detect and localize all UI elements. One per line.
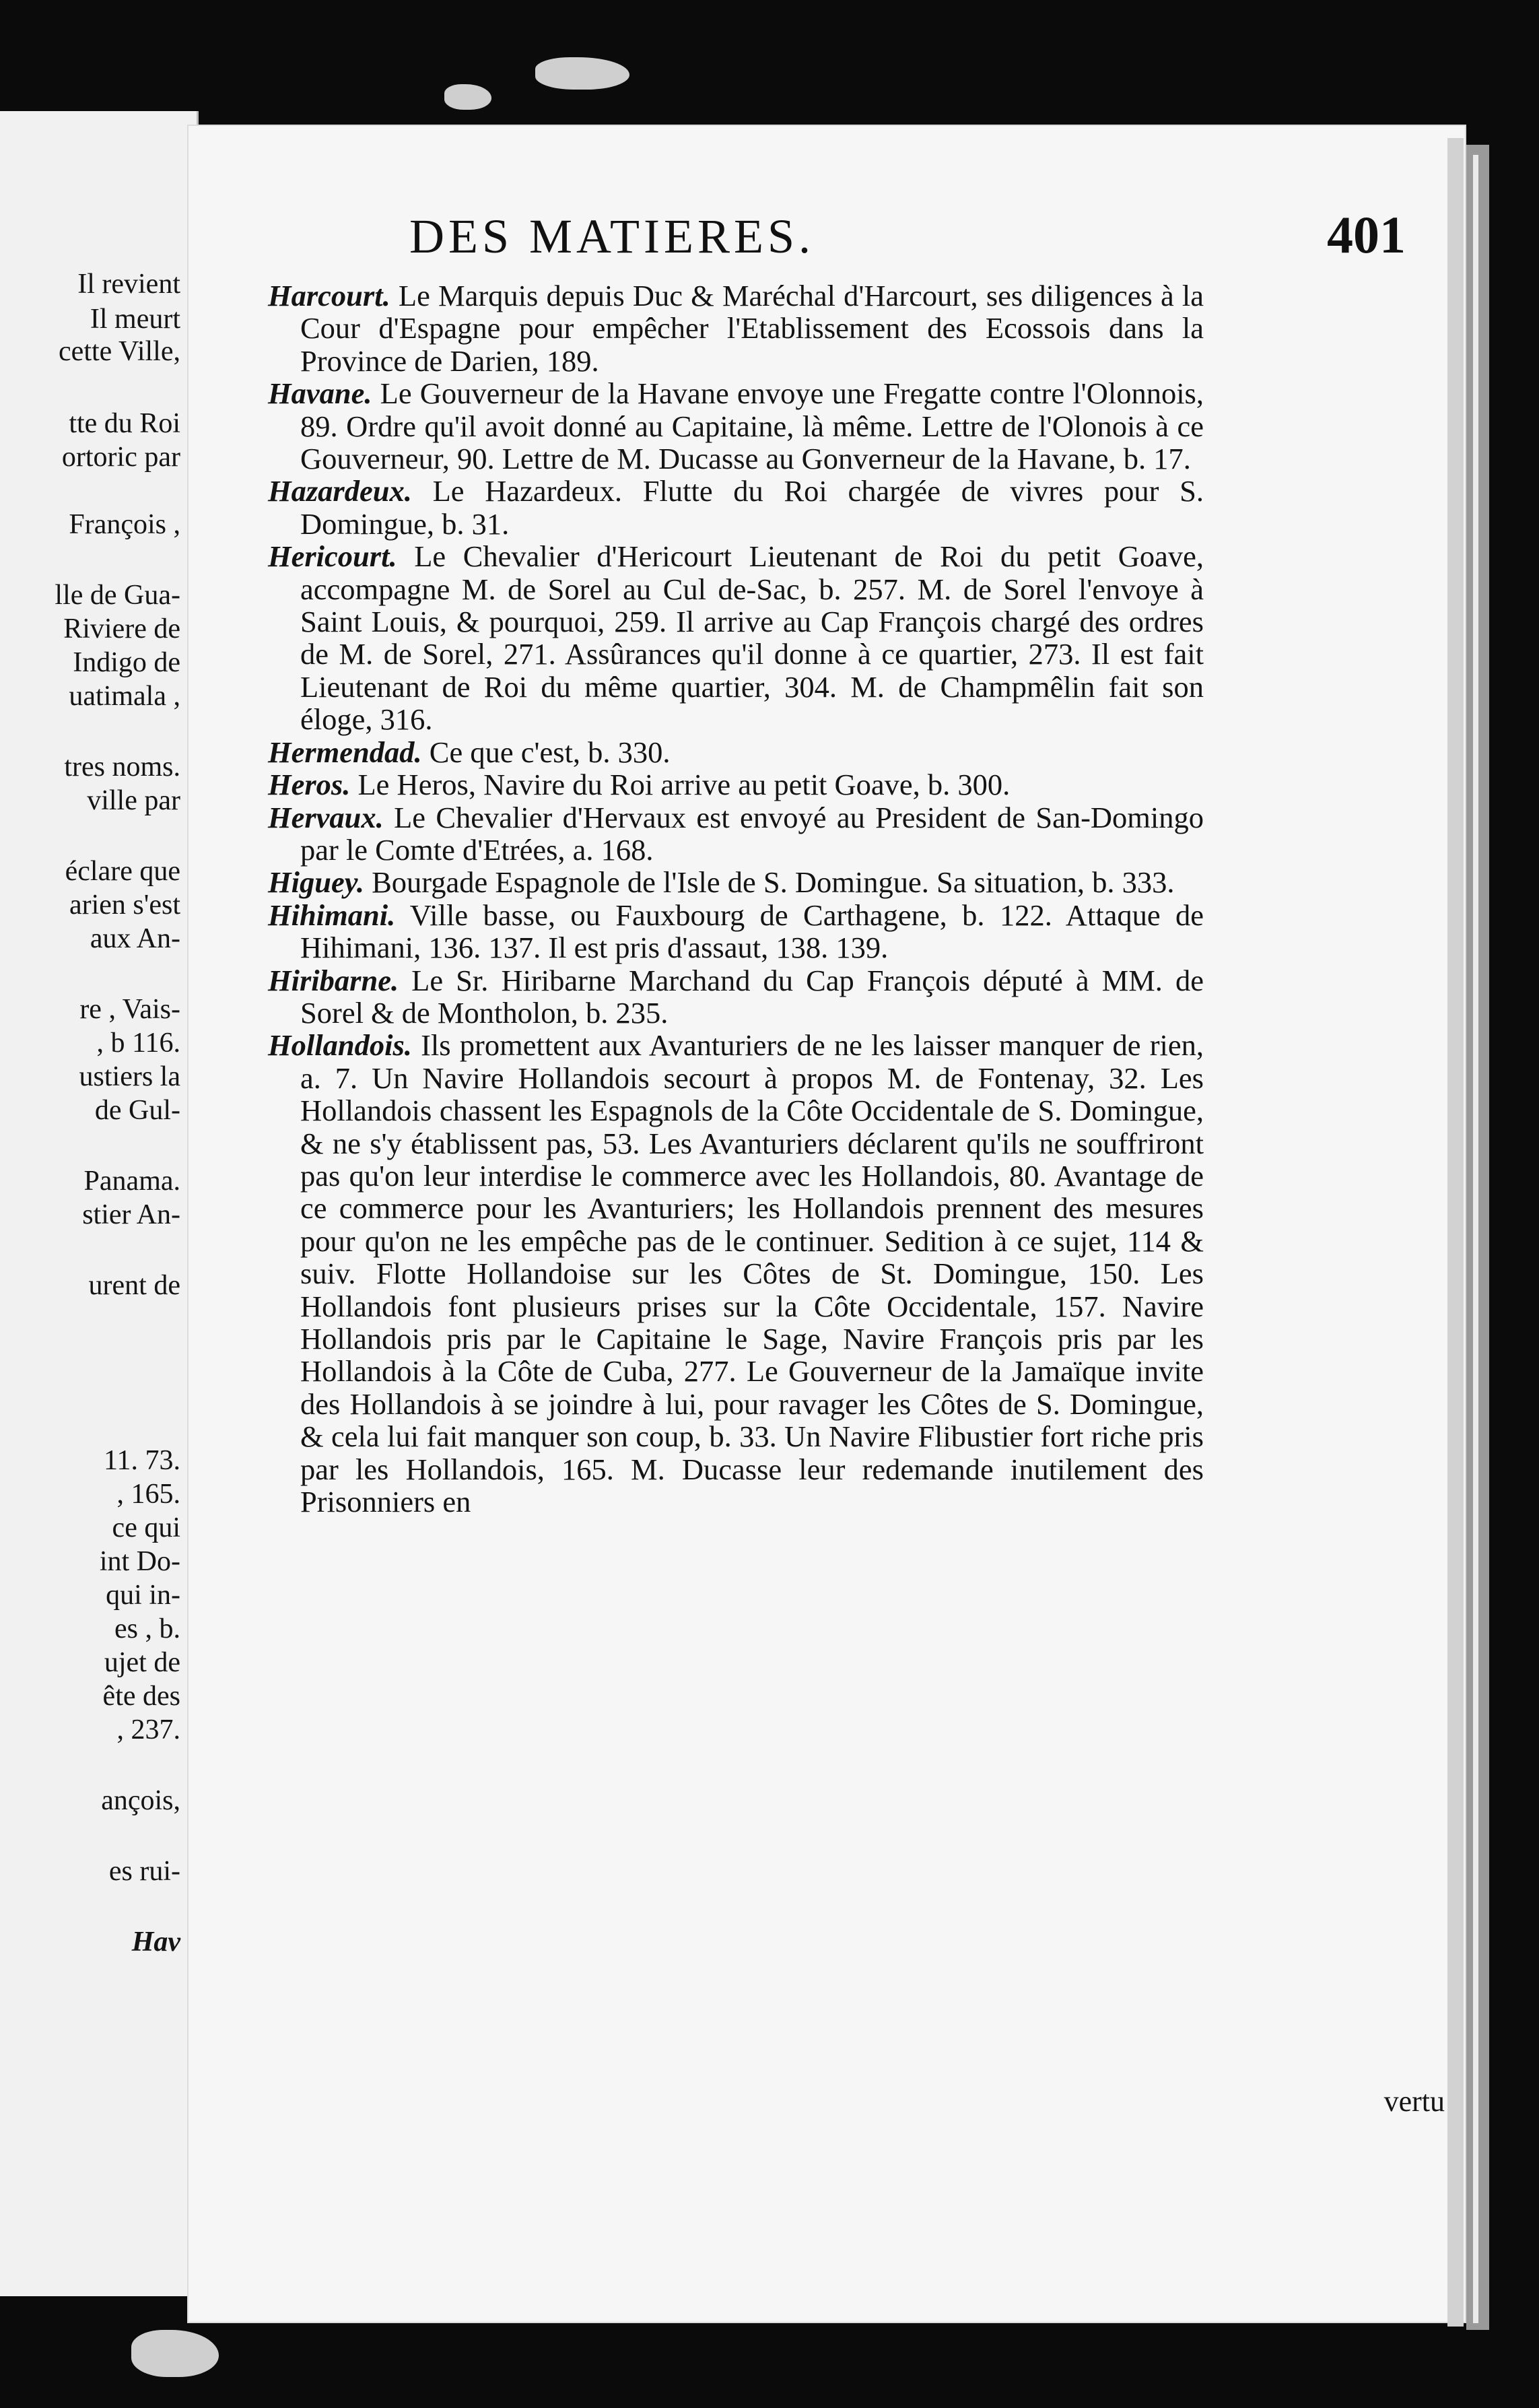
entry-headword: Higuey. [268,865,364,900]
index-entry [268,475,1204,540]
facing-line: arien s'est [69,890,180,921]
facing-line: lle de Gua- [55,580,180,611]
facing-line: , b 116. [96,1028,180,1059]
entry-text: Bourgade Espagnole de l'Isle de S. Domingue. Sa situation, b. 333. [364,865,1175,900]
facing-line: stier An- [82,1199,180,1230]
facing-line: ville par [87,785,180,816]
entry-headword: Hollandois. [268,1028,412,1063]
entry-text: Le Heros, Navire du Roi arrive au petit Goave, b. 300. [350,768,1011,802]
facing-line: es , b. [114,1613,180,1644]
entry-text: Le Hazardeux. Flutte du Roi chargée de vivres pour S. Domingue, b. 31. [300,474,1204,541]
entry-text: Ce que c'est, b. 330. [421,735,671,769]
facing-line: ançois, [101,1785,180,1816]
index-entry [268,279,1204,377]
index-entry [268,964,1204,1030]
page-edge [1473,155,1478,2323]
facing-line: Il revient [77,269,180,300]
facing-line: qui in- [106,1580,180,1611]
facing-line: es rui- [108,1856,180,1887]
entry-headword: Hervaux. [268,800,384,834]
entry-text: Le Chevalier d'Hervaux est envoyé au President de San-Domingo par le Comte d'Etrées, a. 168. [300,800,1204,867]
facing-line: ortoric par [61,442,180,473]
index-entry [268,866,1204,898]
index-entry [268,377,1204,475]
index-entry [268,899,1204,964]
facing-line: de Gul- [94,1095,180,1126]
entry-headword: Hazardeux. [268,474,412,508]
facing-page [0,111,199,2296]
facing-line: François , [69,509,180,540]
facing-line: urent de [88,1270,180,1301]
facing-line: Il meurt [90,304,180,335]
facing-line: 11. 73. [104,1445,180,1476]
index-entry [268,768,1204,801]
entry-text: Le Sr. Hiribarne Marchand du Cap François député à MM. de Sorel & de Montholon, b. 235. [300,963,1204,1030]
entry-headword: Harcourt. [268,279,390,312]
running-head [409,205,1406,290]
entry-text: Le Chevalier d'Hericourt Lieutenant de Roi du petit Goave, accompagne M. de Sorel au Cul de-Sac, b. 257. M. de Sorel l'envoye à Saint Louis, & pourquoi, 259. Il arrive au Cap François chargé des ordres de M. de Sorel, 271. Assûrances qu'il donne à ce quartier, 273. Il est fait Lieutenant de Roi du même quartier, 304. M. de Champmêlin fait son éloge, 316. [300,539,1204,737]
facing-line: re , Vais- [79,994,180,1025]
facing-line: Panama. [83,1166,180,1197]
facing-line: tte du Roi [69,408,180,439]
index-entry [268,736,1204,768]
index-entry [268,540,1204,735]
entry-headword: Hihimani. [268,898,396,932]
page-edge [1447,138,1464,2327]
facing-line: Riviere de [63,613,180,644]
facing-line: ce qui [112,1512,180,1543]
entry-text: Ville basse, ou Fauxbourg de Carthagene, b. 122. Attaque de Hihimani, 136. 137. Il est pris d'assaut, 138. 139. [300,898,1204,965]
entry-headword: Hiribarne. [268,963,399,997]
facing-line: int Do- [99,1546,180,1577]
facing-line: cette Ville, [59,336,180,367]
facing-line: aux An- [90,923,180,954]
facing-line: ête des [102,1681,180,1712]
entry-text: Ils promettent aux Avanturiers de ne les laisser manquer de rien, a. 7. Un Navire Hollandois secourt à propos M. de Fontenay, 32. Les Hollandois chassent les Espagnols de la Côte Occidentale de S. Domingue, & ne s'y établissent pas, 53. Les Avanturiers déclarent qu'ils ne souffriront pas qu'on leur interdise le commerce avec les Hollandois, 80. Avantage de ce commerce pour les Avanturiers; les Hollandois prennent des mesures pour qu'on ne les empêche pas de le continuer. Sedition à ce sujet, 114 & suiv. Flotte Hollandoise sur les Côtes de St. Domingue, 150. Les Hollandois font plusieurs prises sur la Côte Occidentale, 157. Navire Hollandois pris par le Capitaine le Sage, Navire François pris par les Hollandois à la Côte de Cuba, 277. Le Gouverneur de la Jamaïque invite des Hollandois à se joindre à lui, pour ravager les Côtes de S. Domingue, & cela lui fait manquer son coup, b. 33. Un Navire Flibustier fort riche pris par les Hollandois, 165. M. Ducasse leur redemande inutilement des Prisonniers en [300,1028,1204,1519]
facing-line: éclare que [65,856,180,887]
facing-catchword: Hav [131,1927,180,1958]
facing-line: Indigo de [73,647,180,678]
facing-line: , 237. [116,1714,180,1745]
index-entries [268,279,1204,1518]
running-head-title: DES MATIERES. [409,209,815,263]
entry-text: Le Gouverneur de la Havane envoye une Fregatte contre l'Olonnois, 89. Ordre qu'il avoit donné au Capitaine, là même. Lettre de l'Olonois à ce Gouverneur, 90. Lettre de M. Ducasse au Gonverneur de la Havane, b. 17. [300,376,1204,476]
facing-line: , 165. [116,1479,180,1510]
index-page [187,125,1466,2323]
entry-headword: Hericourt. [268,539,397,574]
facing-line: uatimala , [69,681,180,712]
catchword: vertu [1383,2085,1445,2118]
paper-scrap [535,57,629,90]
paper-scrap [444,84,491,110]
facing-line: tres noms. [64,751,180,782]
facing-line: ustiers la [79,1061,180,1092]
index-entry [268,801,1204,867]
page-number: 401 [1327,205,1406,264]
entry-text: Le Marquis depuis Duc & Maréchal d'Harcourt, ses diligences à la Cour d'Espagne pour empêcher l'Etablissement des Ecossois dans la Province de Darien, 189. [300,279,1204,378]
index-entry [268,1029,1204,1518]
entry-headword: Havane. [268,376,372,411]
entry-headword: Heros. [268,768,351,802]
facing-line: ujet de [104,1647,180,1678]
entry-headword: Hermendad. [268,735,422,769]
